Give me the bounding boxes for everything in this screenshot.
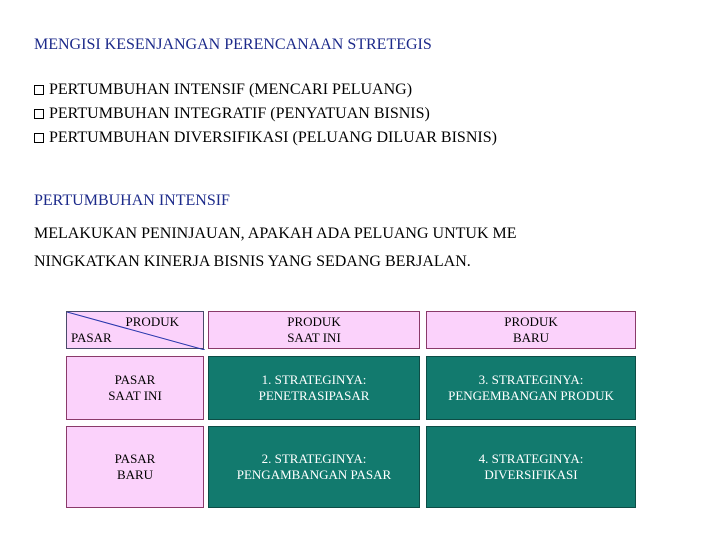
- strategy-line: PENGAMBANGAN PASAR: [236, 467, 392, 482]
- checkbox-square-icon: [34, 85, 44, 95]
- strategy-cell-1: [208, 356, 420, 420]
- strategy-line: DIVERSIFIKASI: [484, 467, 578, 482]
- strategy-line: PENETRASIPASAR: [258, 388, 370, 403]
- bullet-text: PERTUMBUHAN INTEGRATIF (PENYATUAN BISNIS): [49, 105, 430, 122]
- strategy-line: 2. STRATEGINYA:: [261, 451, 367, 466]
- header-line: SAAT INI: [287, 330, 341, 345]
- matrix-corner-cell: [66, 311, 204, 349]
- bullet-text: PERTUMBUHAN DIVERSIFIKASI (PELUANG DILUAR BISNIS): [49, 129, 497, 146]
- header-line: SAAT INI: [108, 388, 162, 403]
- bullet-text: PERTUMBUHAN INTENSIF (MENCARI PELUANG): [49, 81, 413, 98]
- header-line: PRODUK: [504, 314, 558, 329]
- bullet-item: [34, 102, 497, 126]
- header-line: PASAR: [114, 451, 156, 466]
- col-header-produk-baru: [426, 311, 636, 349]
- row-header-pasar-baru: [66, 426, 204, 508]
- bullet-list: [34, 78, 497, 150]
- strategy-line: PENGEMBANGAN PRODUK: [448, 388, 614, 403]
- slide-title: MENGISI KESENJANGAN PERENCANAAN STRETEGIS: [34, 36, 432, 53]
- paragraph: [34, 220, 517, 276]
- checkbox-square-icon: [34, 109, 44, 119]
- strategy-line: 3. STRATEGINYA:: [478, 372, 584, 387]
- checkbox-square-icon: [34, 133, 44, 143]
- header-line: BARU: [512, 330, 550, 345]
- section-title: PERTUMBUHAN INTENSIF: [34, 192, 230, 209]
- strategy-line: 1. STRATEGINYA:: [261, 372, 367, 387]
- corner-produk-label: PRODUK: [125, 314, 179, 329]
- header-line: PRODUK: [287, 314, 341, 329]
- bullet-item: [34, 126, 497, 150]
- strategy-cell-4: [426, 426, 636, 508]
- corner-pasar-label: PASAR: [71, 330, 112, 345]
- bullet-item: [34, 78, 497, 102]
- row-header-pasar-saat-ini: [66, 356, 204, 420]
- header-line: PASAR: [114, 372, 156, 387]
- header-line: BARU: [116, 467, 154, 482]
- strategy-cell-2: [208, 426, 420, 508]
- strategy-cell-3: [426, 356, 636, 420]
- col-header-produk-saat-ini: [208, 311, 420, 349]
- paragraph-line: NINGKATKAN KINERJA BISNIS YANG SEDANG BERJALAN.: [34, 253, 471, 270]
- strategy-line: 4. STRATEGINYA:: [478, 451, 584, 466]
- paragraph-line: MELAKUKAN PENINJAUAN, APAKAH ADA PELUANG UNTUK ME: [34, 225, 517, 242]
